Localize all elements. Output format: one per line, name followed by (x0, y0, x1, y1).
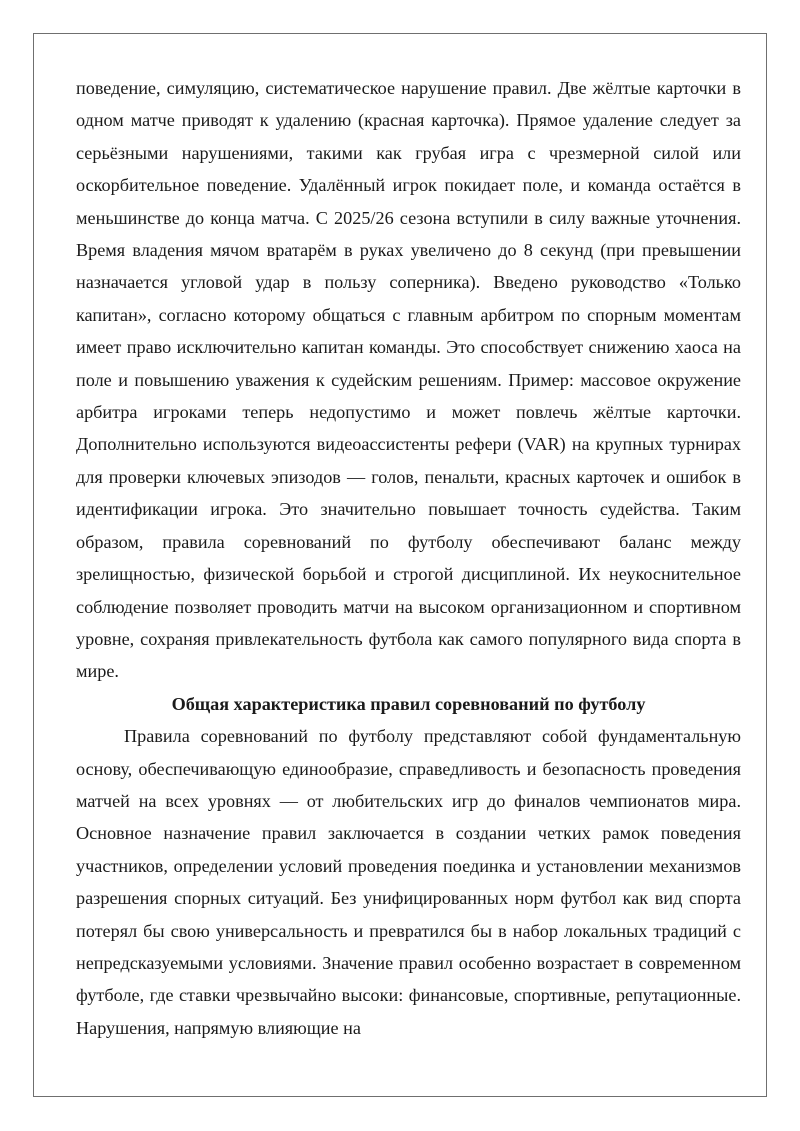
section-heading: Общая характеристика правил соревнований по футболу (171, 693, 646, 714)
body-paragraph-continued: поведение, симуляцию, систематическое нарушение правил. Две жёлтые карточки в одном матче приводят к удалению (красная карточка). Прямое удаление следует за серьёзными нарушениями, такими как грубая игра с чрезмерной силой или оскорбительное поведение. Удалённый игрок покидает поле, и команда остаётся в меньшинстве до конца матча. С 2025/26 сезона вступили в силу важные уточнения. Время владения мячом вратарём в руках увеличено до 8 секунд (при превышении назначается угловой удар в пользу соперника). Введено руководство «Только капитан», согласно которому общаться с главным арбитром по спорным моментам имеет право исключительно капитан команды. Это способствует снижению хаоса на поле и повышению уважения к судейским решениям. Пример: массовое окружение арбитра игроками теперь недопустимо и может повлечь жёлтые карточки. Дополнительно используются видеоассистенты рефери (VAR) на крупных турнирах для проверки ключевых эпизодов — голов, пенальти, красных карточек и ошибок в идентификации игрока. Это значительно повышает точность судейства. Таким образом, правила соревнований по футболу обеспечивают баланс между зрелищностью, физической борьбой и строгой дисциплиной. Их неукоснительное соблюдение позволяет проводить матчи на высоком организационном и спортивном уровне, сохраняя привлекательность футбола как самого популярного вида спорта в мире. (76, 78, 741, 682)
document-body (76, 72, 741, 1044)
body-paragraph: Правила соревнований по футболу представляют собой фундаментальную основу, обеспечивающую единообразие, справедливость и безопасность проведения матчей на всех уровнях — от любительских игр до финалов чемпионатов мира. Основное назначение правил заключается в создании четких рамок поведения участников, определении условий проведения поединка и установлении механизмов разрешения спорных ситуаций. Без унифицированных норм футбол как вид спорта потерял бы свою универсальность и превратился бы в набор локальных традиций с непредсказуемыми условиями. Значение правил особенно возрастает в современном футболе, где ставки чрезвычайно высоки: финансовые, спортивные, репутационные. Нарушения, напрямую влияющие на (76, 726, 741, 1038)
